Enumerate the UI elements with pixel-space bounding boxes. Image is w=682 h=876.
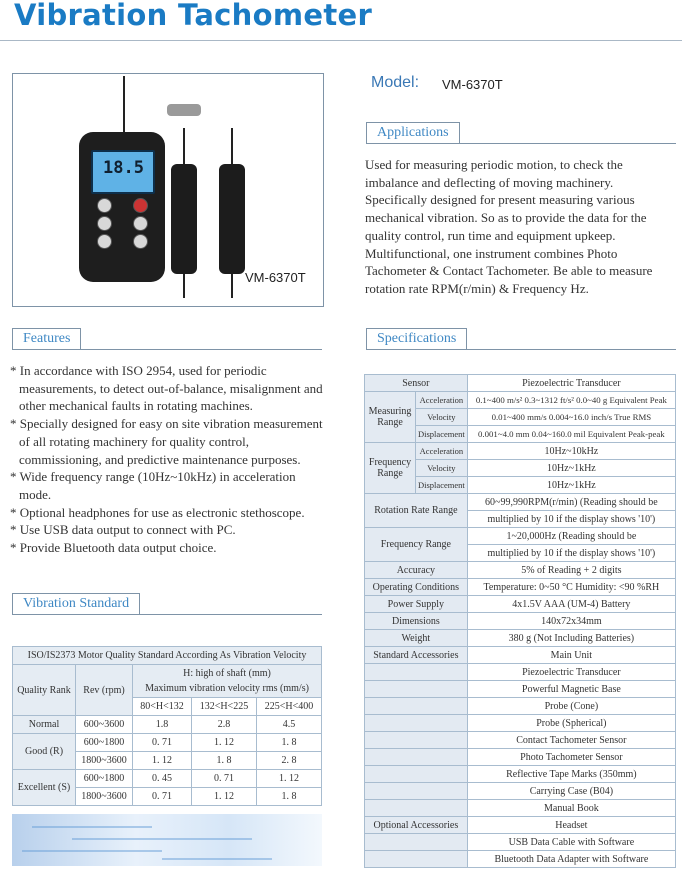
spec-value: 140x72x34mm: [467, 613, 675, 630]
spec-sublabel: Displacement: [416, 426, 468, 443]
rank-cell: Normal: [13, 716, 76, 734]
spec-label-empty: [365, 698, 468, 715]
spec-row: [365, 749, 676, 766]
spec-sublabel: Velocity: [416, 409, 468, 426]
feature-item: * Provide Bluetooth data output choice.: [10, 540, 217, 556]
spec-label: Frequency Range: [365, 443, 416, 494]
rev-cell: 600~1800: [76, 734, 133, 752]
accessory-item: Piezoelectric Transducer: [467, 664, 675, 681]
spec-label-empty: [365, 783, 468, 800]
feature-item: * Optional headphones for use as electronic stethoscope.: [10, 504, 305, 520]
spec-value: 60~99,990RPM(r/min) (Reading should be: [467, 494, 675, 511]
accessory-item: Powerful Magnetic Base: [467, 681, 675, 698]
spec-row: [365, 562, 676, 579]
spec-value: Piezoelectric Transducer: [467, 375, 675, 392]
col-header: Quality Rank: [13, 665, 76, 716]
spec-label: Sensor: [365, 375, 468, 392]
col-header-line: H: high of shaft (mm): [183, 668, 271, 679]
spec-label: Standard Accessories: [365, 647, 468, 664]
title-divider: [0, 40, 682, 41]
features-heading: Features: [12, 328, 81, 349]
spec-label: Measuring Range: [365, 392, 416, 443]
table-row: [13, 716, 322, 734]
model-value: VM-6370T: [442, 77, 503, 92]
spec-value: 10Hz~10kHz: [467, 443, 675, 460]
spec-value: 10Hz~1kHz: [467, 460, 675, 477]
spec-row: [365, 851, 676, 868]
spec-label: Operating Conditions: [365, 579, 468, 596]
device-display: [91, 150, 155, 194]
accessory-item: Reflective Tape Marks (350mm): [467, 766, 675, 783]
device-button: [97, 234, 112, 249]
rank-cell: Good (R): [13, 734, 76, 770]
accessory-item: Main Unit: [467, 647, 675, 664]
page-title: Vibration Tachometer: [14, 0, 373, 32]
spec-row: [365, 375, 676, 392]
spec-value: 0.01~400 mm/s 0.004~16.0 inch/s True RMS: [467, 409, 675, 426]
value-cell: 1. 8: [256, 788, 321, 806]
vibration-standard-rule: [12, 614, 322, 615]
device-button: [133, 216, 148, 231]
col-header: Rev (rpm): [76, 665, 133, 716]
accessory-item: Bluetooth Data Adapter with Software: [467, 851, 675, 868]
antenna-cable: [123, 76, 125, 134]
value-cell: 0. 71: [133, 734, 192, 752]
spec-label: Accuracy: [365, 562, 468, 579]
spec-label: Dimensions: [365, 613, 468, 630]
device-button: [97, 198, 112, 213]
spec-value: 4x1.5V AAA (UM-4) Battery: [467, 596, 675, 613]
specifications-heading: Specifications: [366, 328, 467, 349]
value-cell: 0. 71: [191, 770, 256, 788]
spec-row: [365, 817, 676, 834]
col-header: [133, 665, 322, 698]
spec-sublabel: Acceleration: [416, 443, 468, 460]
feature-item: * Wide frequency range (10Hz~10kHz) in acceleration mode.: [10, 469, 296, 502]
device-button: [133, 234, 148, 249]
spec-sublabel: Acceleration: [416, 392, 468, 409]
col-header-line: Maximum vibration velocity rms (mm/s): [145, 683, 309, 694]
magnetic-probe: [167, 104, 201, 116]
value-cell: 1.8: [133, 716, 192, 734]
spec-label-empty: [365, 715, 468, 732]
spec-value: Temperature: 0~50 °C Humidity: <90 %RH: [467, 579, 675, 596]
photo-tachometer-sensor: [171, 164, 197, 274]
value-cell: 1. 12: [191, 734, 256, 752]
spec-value: 1~20,000Hz (Reading should be: [467, 528, 675, 545]
h-range: 132<H<225: [191, 698, 256, 716]
spec-row: [365, 528, 676, 545]
model-label: VM-6370T: [245, 270, 306, 285]
spec-row: [365, 766, 676, 783]
accessory-item: USB Data Cable with Software: [467, 834, 675, 851]
features-rule: [12, 349, 322, 350]
spec-row: [365, 630, 676, 647]
spec-sublabel: Velocity: [416, 460, 468, 477]
value-cell: 1. 8: [191, 752, 256, 770]
table-row: [13, 734, 322, 752]
spec-row: [365, 732, 676, 749]
spec-row: [365, 664, 676, 681]
spec-label-empty: [365, 681, 468, 698]
specifications-table: [364, 374, 676, 868]
accessory-item: Probe (Cone): [467, 698, 675, 715]
accessory-item: Manual Book: [467, 800, 675, 817]
specifications-rule: [366, 349, 676, 350]
rev-cell: 1800~3600: [76, 752, 133, 770]
model-label: Model:: [371, 74, 420, 91]
value-cell: 1. 8: [256, 734, 321, 752]
feature-item: * In accordance with ISO 2954, used for periodic measurements, to detect out-of-balance, misalignment and other mechanical faults in rotating machines.: [10, 363, 323, 414]
spec-value: 10Hz~1kHz: [467, 477, 675, 494]
spec-label-empty: [365, 732, 468, 749]
vibration-standard-heading: Vibration Standard: [12, 593, 140, 614]
h-range: 80<H<132: [133, 698, 192, 716]
spec-row: [365, 392, 676, 409]
value-cell: 1. 12: [256, 770, 321, 788]
spec-row: [365, 579, 676, 596]
spec-row: [365, 715, 676, 732]
value-cell: 2.8: [191, 716, 256, 734]
accessory-item: Headset: [467, 817, 675, 834]
value-cell: 1. 12: [191, 788, 256, 806]
spec-value: multiplied by 10 if the display shows '10'): [467, 545, 675, 562]
spec-value: multiplied by 10 if the display shows '10'): [467, 511, 675, 528]
spec-label-empty: [365, 800, 468, 817]
applications-text: Used for measuring periodic motion, to check the imbalance and deflecting of moving machinery. Specifically designed for present measuring various mechanical vibration. So as to provide the data for the quality control, run time and equipment upkeep. Multifunctional, one instrument combines Photo Tachometer & Contact Tachometer. Be able to measure rotation rate RPM(r/min) & Frequency Hz.: [365, 157, 653, 296]
accessory-item: Photo Tachometer Sensor: [467, 749, 675, 766]
spec-row: [365, 800, 676, 817]
rev-cell: 600~1800: [76, 770, 133, 788]
device-button: [97, 216, 112, 231]
spec-label-empty: [365, 851, 468, 868]
spec-row: [365, 783, 676, 800]
h-range: 225<H<400: [256, 698, 321, 716]
accessory-item: Probe (Spherical): [467, 715, 675, 732]
spec-label: Frequency Range: [365, 528, 468, 562]
spec-label: Power Supply: [365, 596, 468, 613]
rank-cell: Excellent (S): [13, 770, 76, 806]
features-list: [10, 362, 330, 557]
spec-label-empty: [365, 834, 468, 851]
decorative-banner: [12, 814, 322, 866]
spec-row: [365, 698, 676, 715]
spec-label-empty: [365, 766, 468, 783]
spec-value: 0.001~4.0 mm 0.04~160.0 mil Equivalent Peak-peak: [467, 426, 675, 443]
feature-item: * Specially designed for easy on site vibration measurement of all rotating machinery for quality control, commissioning, and predictive maintenance purposes.: [10, 416, 323, 467]
value-cell: 4.5: [256, 716, 321, 734]
spec-sublabel: Displacement: [416, 477, 468, 494]
rev-cell: 600~3600: [76, 716, 133, 734]
spec-label: Optional Accessories: [365, 817, 468, 834]
spec-label-empty: [365, 664, 468, 681]
spec-value: 0.1~400 m/s² 0.3~1312 ft/s² 0.0~40 g Equivalent Peak: [467, 392, 675, 409]
rev-cell: 1800~3600: [76, 788, 133, 806]
table-title: ISO/IS2373 Motor Quality Standard According As Vibration Velocity: [13, 647, 322, 665]
spec-value: 380 g (Not Including Batteries): [467, 630, 675, 647]
spec-row: [365, 647, 676, 664]
applications-heading: Applications: [366, 122, 460, 143]
spec-row: [365, 681, 676, 698]
value-cell: 0. 45: [133, 770, 192, 788]
vibration-standard-table: [12, 646, 322, 806]
accessory-item: Carrying Case (B04): [467, 783, 675, 800]
value-cell: 0. 71: [133, 788, 192, 806]
device-button: [133, 198, 148, 213]
feature-item: * Use USB data output to connect with PC.: [10, 522, 236, 538]
table-row: [13, 770, 322, 788]
spec-value: 5% of Reading + 2 digits: [467, 562, 675, 579]
spec-label-empty: [365, 749, 468, 766]
display-reading: 18.5: [103, 158, 144, 178]
device-body: [79, 132, 165, 282]
spec-row: [365, 596, 676, 613]
applications-rule: [366, 143, 676, 144]
accessory-item: Contact Tachometer Sensor: [467, 732, 675, 749]
spec-label: Weight: [365, 630, 468, 647]
product-photo: [12, 73, 324, 307]
value-cell: 1. 12: [133, 752, 192, 770]
spec-label: Rotation Rate Range: [365, 494, 468, 528]
spec-row: [365, 443, 676, 460]
spec-row: [365, 494, 676, 511]
spec-row: [365, 834, 676, 851]
spec-row: [365, 613, 676, 630]
value-cell: 2. 8: [256, 752, 321, 770]
contact-tachometer-sensor: [219, 164, 245, 274]
